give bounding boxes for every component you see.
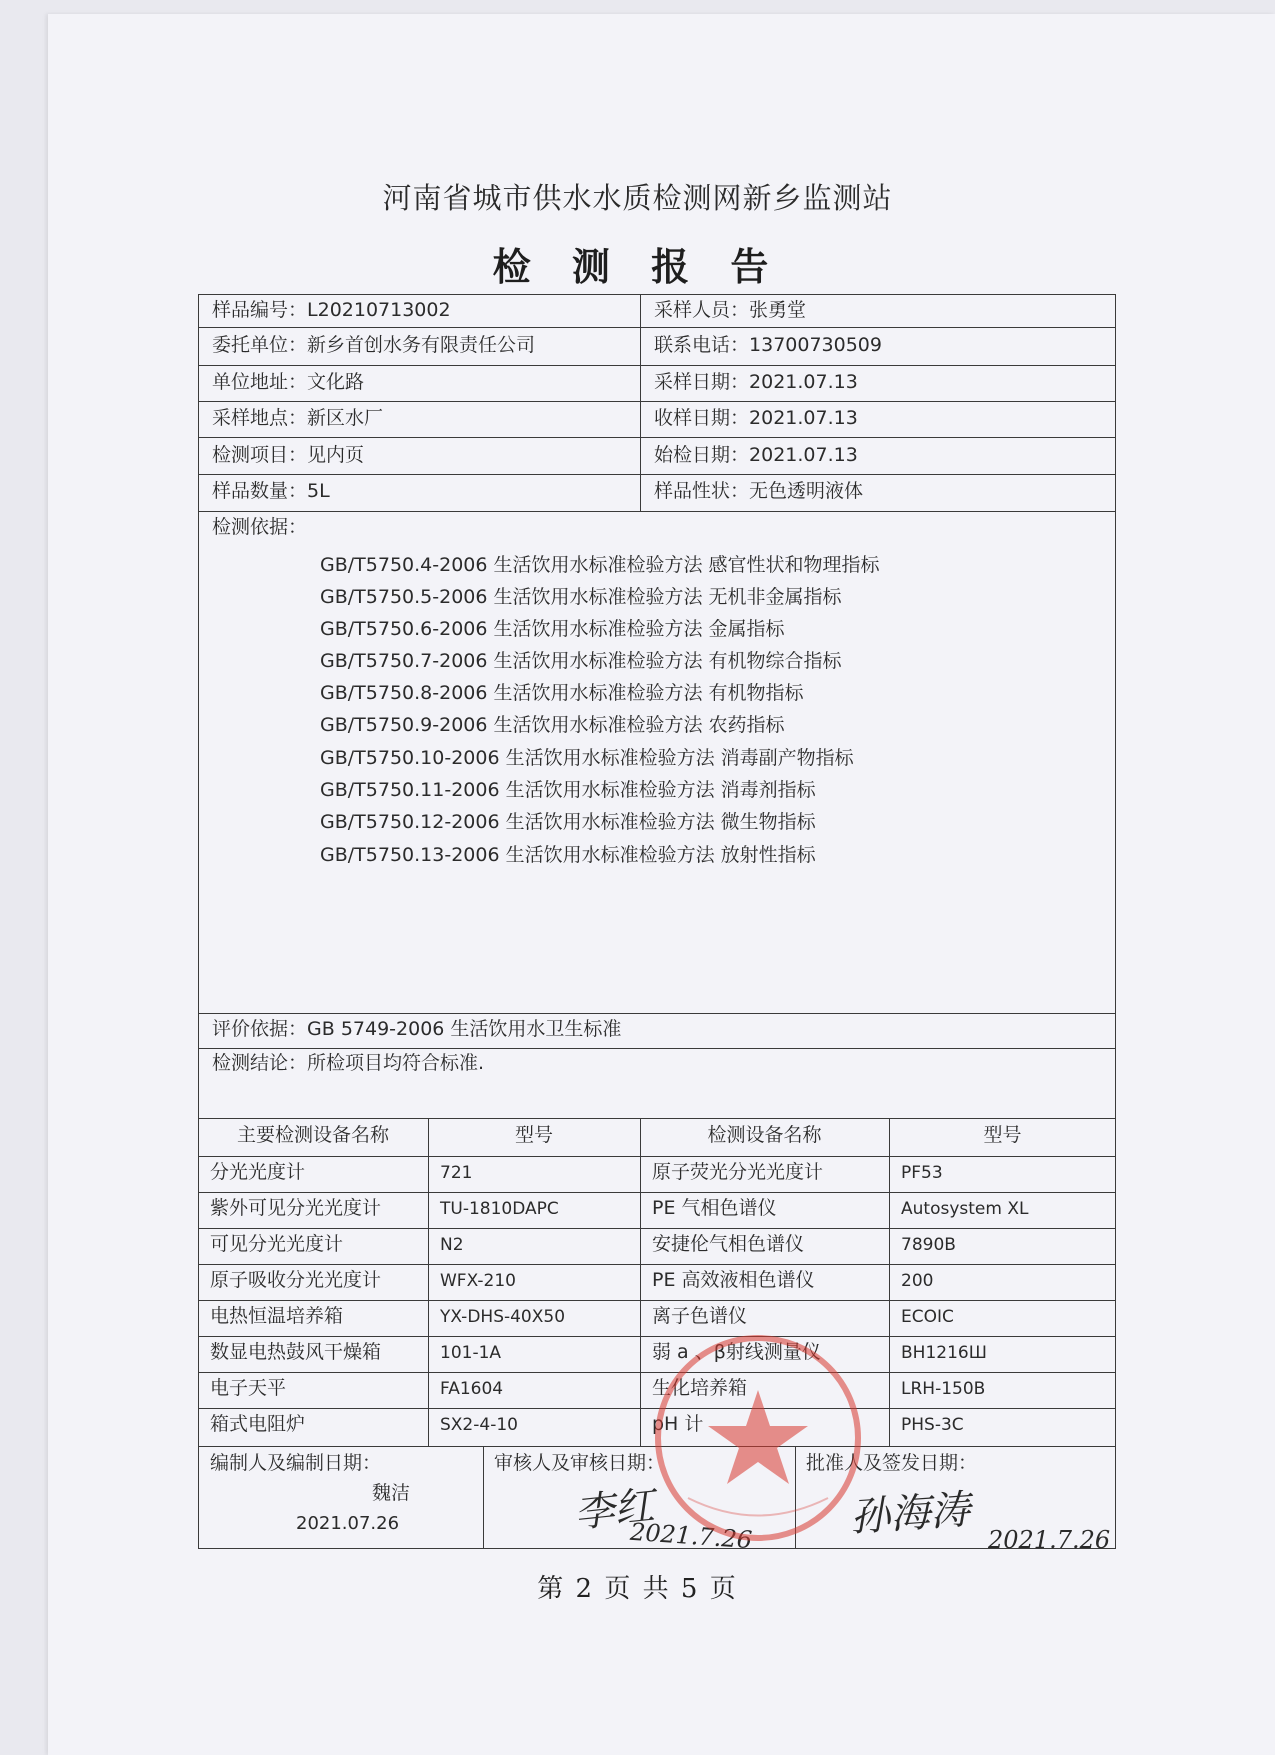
inspection-seal (648, 1328, 868, 1548)
standard-line: GB/T5750.9-2006 生活饮用水标准检验方法 农药指标 (320, 714, 785, 736)
equipment-name: 离子色谱仪 (652, 1305, 748, 1327)
appearance-field (654, 482, 863, 501)
equipment-name: 生化培养箱 (652, 1377, 748, 1399)
location-label: 采样地点： (212, 407, 308, 429)
equipment-model: 7890B (901, 1235, 956, 1255)
evaluation-value: GB 5749-2006 生活饮用水卫生标准 (307, 1018, 622, 1040)
equipment-model: 101-1A (440, 1343, 502, 1363)
standard-line: GB/T5750.6-2006 生活饮用水标准检验方法 金属指标 (320, 618, 785, 640)
sample-no-value: L20210713002 (307, 299, 451, 321)
reviewer-signature: 李红 (572, 1482, 657, 1538)
location-value: 新区水厂 (307, 407, 384, 429)
approver-date: 2021.7.26 (988, 1526, 1111, 1554)
equipment-model: Autosystem XL (901, 1199, 1029, 1219)
equipment-name: 弱 a 、β射线测量仪 (652, 1341, 821, 1363)
equipment-name: 紫外可见分光光度计 (210, 1197, 382, 1219)
equipment-header: 主要检测设备名称 (236, 1124, 389, 1146)
basis-label: 检测依据： (212, 516, 308, 538)
report-title: 检 测 报 告 (492, 244, 783, 289)
equipment-name: 原子吸收分光光度计 (210, 1269, 382, 1291)
sample-no-label: 样品编号： (212, 299, 308, 321)
approver-signature: 孙海涛 (848, 1486, 972, 1542)
appearance-value: 无色透明液体 (749, 480, 864, 502)
items-label: 检测项目： (212, 444, 308, 466)
equipment-model: FA1604 (440, 1379, 504, 1399)
editor-label: 编制人及编制日期： (210, 1452, 382, 1474)
sampling-date-label: 采样日期： (654, 371, 750, 393)
equipment-name: 电子天平 (210, 1377, 287, 1399)
equipment-model: ECOIC (901, 1307, 954, 1327)
quantity-field (212, 482, 330, 501)
phone-value: 13700730509 (749, 334, 882, 356)
conclusion-value: 所检项目均符合标准. (307, 1052, 485, 1074)
standard-line: GB/T5750.7-2006 生活饮用水标准检验方法 有机物综合指标 (320, 650, 842, 672)
editor-name: 魏洁 (372, 1482, 411, 1504)
client-label: 委托单位： (212, 334, 308, 356)
reviewer-label: 审核人及审核日期： (494, 1452, 666, 1474)
conclusion-label: 检测结论： (212, 1052, 308, 1074)
approver-label: 批准人及签发日期： (806, 1452, 978, 1474)
sampler-label: 采样人员： (654, 299, 750, 321)
standard-line: GB/T5750.11-2006 生活饮用水标准检验方法 消毒剂指标 (320, 779, 816, 801)
equipment-model: PF53 (901, 1163, 943, 1183)
receipt-date-field (654, 409, 858, 428)
sampler-field (654, 301, 806, 320)
start-date-field (654, 446, 858, 465)
receipt-date-value: 2021.07.13 (749, 407, 858, 429)
equipment-model: TU-1810DAPC (440, 1199, 559, 1219)
equipment-name: pH 计 (652, 1413, 704, 1435)
start-date-value: 2021.07.13 (749, 444, 858, 466)
equipment-model: PHS-3C (901, 1415, 964, 1435)
evaluation-field (212, 1020, 621, 1039)
receipt-date-label: 收样日期： (654, 407, 750, 429)
equipment-model: WFX-210 (440, 1271, 516, 1291)
items-value: 见内页 (307, 444, 365, 466)
equipment-model: LRH-150B (901, 1379, 986, 1399)
standard-line: GB/T5750.10-2006 生活饮用水标准检验方法 消毒副产物指标 (320, 747, 854, 769)
phone-label: 联系电话： (654, 334, 750, 356)
reviewer-date: 2021.7.26 (629, 1517, 753, 1555)
equipment-model: SX2-4-10 (440, 1415, 518, 1435)
equipment-name: 安捷伦气相色谱仪 (652, 1233, 805, 1255)
quantity-value: 5L (307, 480, 330, 502)
standard-line: GB/T5750.8-2006 生活饮用水标准检验方法 有机物指标 (320, 682, 804, 704)
address-field (212, 373, 364, 392)
equipment-model: BH1216Ш (901, 1343, 987, 1363)
equipment-model: 721 (440, 1163, 473, 1183)
client-field (212, 336, 535, 355)
address-value: 文化路 (307, 371, 365, 393)
equipment-name: 数显电热鼓风干燥箱 (210, 1341, 382, 1363)
sample-no-field (212, 301, 451, 320)
quantity-label: 样品数量： (212, 480, 308, 502)
equipment-name: 分光光度计 (210, 1161, 306, 1183)
equipment-name: 可见分光光度计 (210, 1233, 344, 1255)
location-field (212, 409, 383, 428)
address-label: 单位地址： (212, 371, 308, 393)
equipment-name: PE 气相色谱仪 (652, 1197, 777, 1219)
appearance-label: 样品性状： (654, 480, 750, 502)
organization-name: 河南省城市供水水质检测网新乡监测站 (382, 181, 893, 215)
equipment-model: N2 (440, 1235, 464, 1255)
equipment-header: 型号 (514, 1124, 553, 1146)
standard-line: GB/T5750.12-2006 生活饮用水标准检验方法 微生物指标 (320, 811, 816, 833)
conclusion-field (212, 1054, 484, 1073)
equipment-header: 型号 (983, 1124, 1022, 1146)
equipment-name: 原子荧光分光光度计 (652, 1161, 824, 1183)
equipment-header: 检测设备名称 (707, 1124, 822, 1146)
sampling-date-field (654, 373, 858, 392)
equipment-model: 200 (901, 1271, 934, 1291)
editor-date: 2021.07.26 (296, 1513, 400, 1534)
standard-line: GB/T5750.13-2006 生活饮用水标准检验方法 放射性指标 (320, 844, 816, 866)
phone-field (654, 336, 882, 355)
page-number: 第 2 页 共 5 页 (537, 1574, 738, 1604)
start-date-label: 始检日期： (654, 444, 750, 466)
equipment-name: 箱式电阻炉 (210, 1413, 306, 1435)
equipment-name: 电热恒温培养箱 (210, 1305, 344, 1327)
standard-line: GB/T5750.5-2006 生活饮用水标准检验方法 无机非金属指标 (320, 586, 842, 608)
client-value: 新乡首创水务有限责任公司 (307, 334, 536, 356)
items-field (212, 446, 364, 465)
equipment-name: PE 高效液相色谱仪 (652, 1269, 815, 1291)
sampling-date-value: 2021.07.13 (749, 371, 858, 393)
standard-line: GB/T5750.4-2006 生活饮用水标准检验方法 感官性状和物理指标 (320, 554, 880, 576)
evaluation-label: 评价依据： (212, 1018, 308, 1040)
sampler-value: 张勇堂 (749, 299, 807, 321)
equipment-model: YX-DHS-40X50 (440, 1307, 566, 1327)
